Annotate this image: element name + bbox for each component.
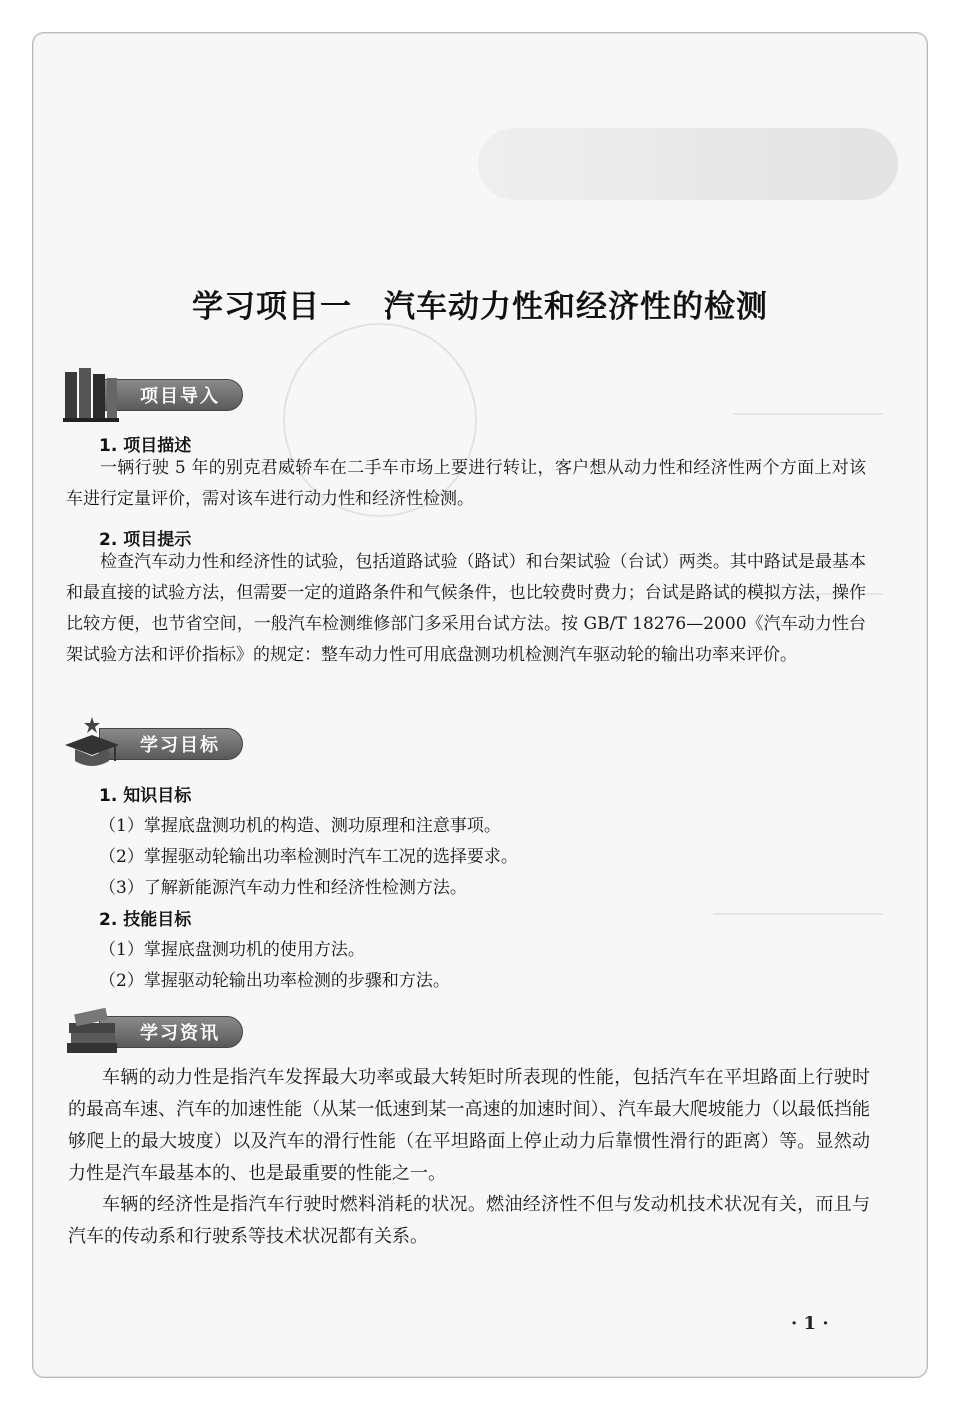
section-badge-intro [61, 378, 243, 412]
section-badge-goals [61, 727, 243, 761]
knowledge-goal-item: （1）掌握底盘测功机的构造、测功原理和注意事项。 [99, 816, 501, 836]
knowledge-goal-item: （3）了解新能源汽车动力性和经济性检测方法。 [99, 878, 467, 898]
badge-label: 项目导入 [99, 379, 243, 411]
skill-goal-item: （2）掌握驱动轮输出功率检测的步骤和方法。 [99, 971, 450, 991]
heading-project-hint: 2. 项目提示 [99, 530, 192, 550]
knowledge-goal-item: （2）掌握驱动轮输出功率检测时汽车工况的选择要求。 [99, 847, 518, 867]
paragraph-power-performance: 车辆的动力性是指汽车发挥最大功率或最大转矩时所表现的性能，包括汽车在平坦路面上行驶时的最高车速、汽车的加速性能（从某一低速到某一高速的加速时间）、汽车最大爬坡能力（以最低挡能够爬上的最大坡度）以及汽车的滑行性能（在平坦路面上停止动力后靠惯性滑行的距离）等。显然动力性是汽车最基本的、也是最重要的性能之一。 [68, 1067, 870, 1184]
heading-skill-goals: 2. 技能目标 [99, 910, 192, 930]
stacked-books-icon [61, 1003, 123, 1061]
paragraph-project-description: 一辆行驶 5 年的别克君威轿车在二手车市场上要进行转让，客户想从动力性和经济性两个方面上对该车进行定量评价，需对该车进行动力性和经济性检测。 [66, 458, 866, 509]
paragraph-project-hint: 检查汽车动力性和经济性的试验，包括道路试验（路试）和台架试验（台试）两类。其中路试是最基本和最直接的试验方法，但需要一定的道路条件和气候条件，也比较费时费力；台试是路试的模拟方法，操作比较方便，也节省空间，一般汽车检测维修部门多采用台试方法。按 GB/T 18276—2000《汽车动力性台架试验方法和评价指标》的规定：整车动力性可用底盘测功机检测汽车驱动轮的输出功率来评价。 [66, 552, 866, 665]
title-part-2: 汽车动力性和经济性的检测 [384, 289, 768, 325]
heading-knowledge-goals: 1. 知识目标 [99, 786, 192, 806]
book-page [32, 32, 928, 1378]
bleed-through-line [713, 913, 883, 915]
page-title [33, 281, 927, 326]
bleed-through-banner [478, 128, 898, 200]
title-part-1: 学习项目一 [192, 289, 352, 325]
bleed-through-line [733, 413, 883, 415]
page-number: · 1 · [791, 1313, 829, 1334]
heading-project-description: 1. 项目描述 [99, 436, 192, 456]
badge-label: 学习资讯 [99, 1016, 243, 1048]
graduation-cap-icon [61, 715, 123, 773]
section-badge-info [61, 1015, 243, 1049]
paragraph-economy-performance: 车辆的经济性是指汽车行驶时燃料消耗的状况。燃油经济性不但与发动机技术状况有关，而且与汽车的传动系和行驶系等技术状况都有关系。 [68, 1194, 870, 1247]
skill-goal-item: （1）掌握底盘测功机的使用方法。 [99, 940, 365, 960]
books-icon [61, 366, 123, 424]
badge-label: 学习目标 [99, 728, 243, 760]
